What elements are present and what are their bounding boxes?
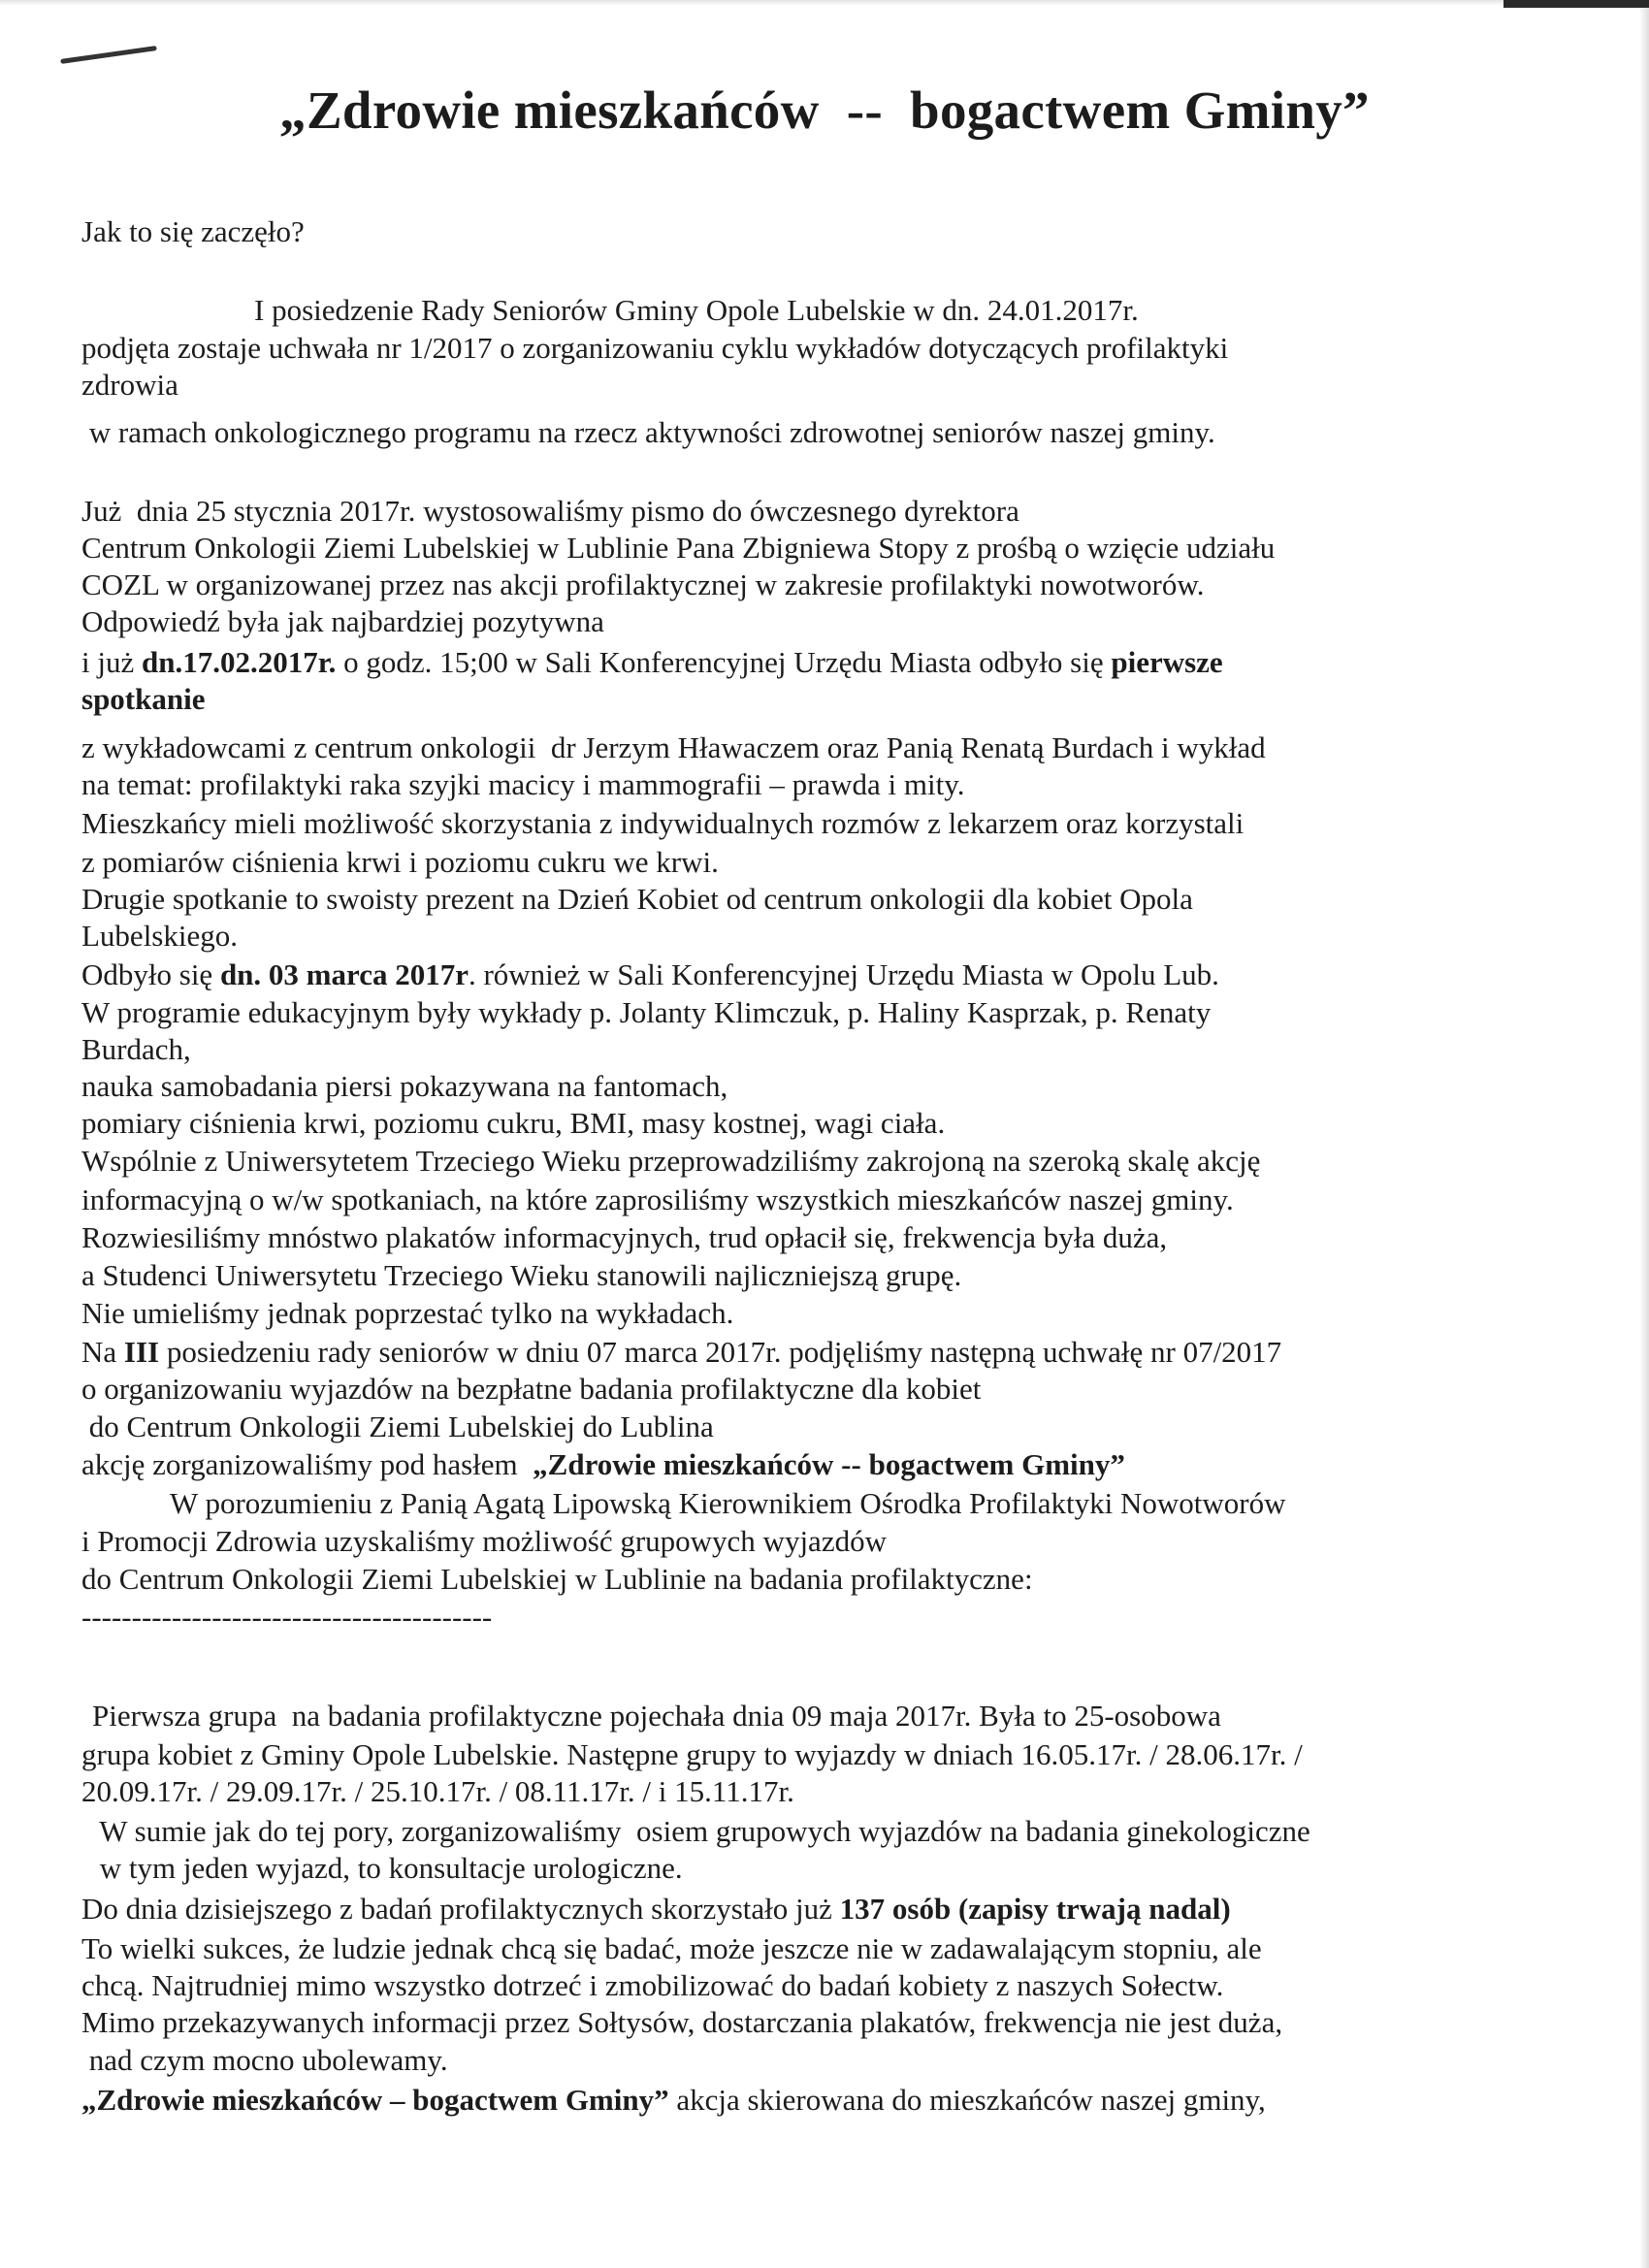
text-line xyxy=(81,844,719,881)
text-segment: Rozwiesiliśmy mnóstwo plakatów informacyjnych, trud opłacił się, frekwencja była duża, xyxy=(81,1220,1168,1254)
text-segment: pomiary ciśnienia krwi, poziomu cukru, BMI, masy kostnej, wagi ciała. xyxy=(81,1106,946,1140)
text-segment: 20.09.17r. / 29.09.17r. / 25.10.17r. / 08.11.17r. / i 15.11.17r. xyxy=(81,1774,794,1808)
text-segment: Do dnia dzisiejszego z badań profilaktycznych skorzystało już xyxy=(81,1892,840,1926)
text-segment: Na xyxy=(81,1335,124,1369)
text-line xyxy=(81,644,1223,681)
bold-text-segment: spotkanie xyxy=(81,682,206,716)
text-segment: I posiedzenie Rady Seniorów Gminy Opole Lubelskie w dn. 24.01.2017r. xyxy=(254,293,1139,327)
text-segment: z wykładowcami z centrum onkologii dr Jerzym Hławaczem oraz Panią Renatą Burdach i wykład xyxy=(81,730,1266,764)
bold-text-segment: III xyxy=(123,1335,160,1369)
text-segment: COZL w organizowanej przez nas akcji profilaktycznej w zakresie profilaktyki nowotworów. xyxy=(81,567,1205,601)
text-line xyxy=(81,1736,1303,1773)
text-segment: o organizowaniu wyjazdów na bezpłatne badania profilaktyczne dla kobiet xyxy=(81,1372,982,1406)
text-segment: na temat: profilaktyki raka szyjki macicy i mammografii – prawda i mity. xyxy=(81,767,965,801)
text-line xyxy=(81,1371,981,1408)
text-segment: o godz. 15;00 w Sali Konferencyjnej Urzędu Miasta odbyło się xyxy=(336,645,1112,679)
text-segment: a Studenci Uniwersytetu Trzeciego Wieku stanowili najliczniejszą grupę. xyxy=(81,1258,962,1292)
text-line xyxy=(81,1182,1234,1218)
text-segment: informacyjną o w/w spotkaniach, na które zaprosiliśmy wszystkich mieszkańców naszej gminy. xyxy=(81,1183,1234,1216)
text-line xyxy=(81,330,1228,367)
text-line xyxy=(81,805,1244,842)
text-line xyxy=(81,881,1193,918)
text-line xyxy=(81,2082,1266,2119)
text-line xyxy=(81,567,1205,603)
text-segment: do Centrum Onkologii Ziemi Lubelskiej w Lublinie na badania profilaktyczne: xyxy=(81,1562,1033,1596)
text-line xyxy=(92,1698,1221,1734)
text-segment: Już dnia 25 stycznia 2017r. wystosowaliśmy pismo do ówczesnego dyrektora xyxy=(81,494,1019,528)
text-line xyxy=(81,1295,733,1332)
text-line xyxy=(170,1485,1286,1522)
text-segment: Jak to się zaczęło? xyxy=(81,214,305,248)
text-line xyxy=(81,1561,1033,1598)
text-line xyxy=(81,213,305,250)
text-line xyxy=(81,1967,1223,2004)
text-segment: i już xyxy=(81,645,142,679)
text-line xyxy=(81,530,1275,567)
text-line xyxy=(81,1930,1262,1967)
text-line xyxy=(81,493,1019,530)
text-segment: Nie umieliśmy jednak poprzestać tylko na wykładach. xyxy=(81,1296,734,1330)
text-line xyxy=(81,1773,794,1810)
text-line xyxy=(81,1334,1281,1371)
text-line xyxy=(81,956,1219,993)
text-line xyxy=(81,766,965,803)
text-segment: W sumie jak do tej pory, zorganizowaliśmy osiem grupowych wyjazdów na badania ginekologiczne xyxy=(92,1814,1310,1848)
text-segment: Mieszkańcy mieli możliwość skorzystania z indywidualnych rozmów z lekarzem oraz korzystali xyxy=(81,806,1245,840)
text-line xyxy=(81,414,1215,451)
text-line xyxy=(81,994,1211,1031)
text-line xyxy=(81,1219,1167,1256)
bold-text-segment: dn. 03 marca 2017r xyxy=(219,957,469,991)
text-line xyxy=(81,367,178,404)
bold-text-segment: pierwsze xyxy=(1111,645,1223,679)
text-line xyxy=(81,603,604,640)
text-segment: Lubelskiego. xyxy=(81,919,238,953)
text-segment: Pierwsza grupa na badania profilaktyczne pojechała dnia 09 maja 2017r. Była to 25-osobowa xyxy=(92,1699,1221,1733)
text-segment: akcję zorganizowaliśmy pod hasłem xyxy=(81,1447,534,1481)
text-segment: akcja skierowana do mieszkańców naszej gminy, xyxy=(668,2083,1266,2117)
bold-text-segment: „Zdrowie mieszkańców -- bogactwem Gminy” xyxy=(533,1447,1125,1481)
text-line xyxy=(81,1599,492,1636)
text-segment: posiedzeniu rady seniorów w dniu 07 marca 2017r. podjęliśmy następną uchwałę nr 07/2017 xyxy=(159,1335,1282,1369)
text-segment: chcą. Najtrudniej mimo wszystko dotrzeć i zmobilizować do badań kobiety z naszych Sołectw. xyxy=(81,1968,1224,2002)
text-segment: To wielki sukces, że ludzie jednak chcą się badać, może jeszcze nie w zadawalającym stopniu, ale xyxy=(81,1931,1262,1965)
text-line xyxy=(81,1105,945,1142)
text-line xyxy=(81,2004,1282,2041)
text-segment: nauka samobadania piersi pokazywana na fantomach, xyxy=(81,1069,728,1103)
text-line xyxy=(81,2042,448,2079)
text-segment: grupa kobiet z Gminy Opole Lubelskie. Następne grupy to wyjazdy w dniach 16.05.17r. / 28.06.17r. / xyxy=(81,1737,1303,1771)
text-line xyxy=(92,1850,683,1887)
text-line xyxy=(81,1446,1125,1483)
text-segment: w ramach onkologicznego programu na rzecz aktywności zdrowotnej seniorów naszej gminy. xyxy=(81,415,1215,449)
text-segment: w tym jeden wyjazd, to konsultacje urologiczne. xyxy=(92,1851,683,1885)
bold-text-segment: 137 osób (zapisy trwają nadal) xyxy=(839,1892,1231,1926)
text-line xyxy=(92,1813,1310,1850)
text-segment: . również w Sali Konferencyjnej Urzędu Miasta w Opolu Lub. xyxy=(468,957,1219,991)
text-line xyxy=(81,729,1266,766)
text-line xyxy=(81,1523,887,1560)
text-segment: nad czym mocno ubolewamy. xyxy=(81,2043,448,2077)
text-line xyxy=(81,1031,191,1068)
text-line xyxy=(81,1068,728,1105)
text-segment: ----------------------------------------- xyxy=(81,1600,493,1634)
text-line xyxy=(81,1409,714,1445)
text-segment: i Promocji Zdrowia uzyskaliśmy możliwość grupowych wyjazdów xyxy=(81,1524,887,1558)
text-segment: Burdach, xyxy=(81,1032,191,1066)
document-title: „Zdrowie mieszkańców -- bogactwem Gminy” xyxy=(279,81,1370,140)
text-segment: z pomiarów ciśnienia krwi i poziomu cukru we krwi. xyxy=(81,845,719,879)
text-segment: Odpowiedź była jak najbardziej pozytywna xyxy=(81,604,604,638)
text-line xyxy=(81,1143,1260,1180)
text-segment: podjęta zostaje uchwała nr 1/2017 o zorganizowaniu cyklu wykładów dotyczących profilaktyki xyxy=(81,331,1229,365)
text-line xyxy=(254,292,1139,329)
text-segment: Wspólnie z Uniwersytetem Trzeciego Wieku przeprowadziliśmy zakrojoną na szeroką skalę akcję xyxy=(81,1144,1261,1178)
text-line xyxy=(81,1257,961,1294)
text-segment: W porozumieniu z Panią Agatą Lipowską Kierownikiem Ośrodka Profilaktyki Nowotworów xyxy=(170,1486,1286,1520)
text-segment: Centrum Onkologii Ziemi Lubelskiej w Lublinie Pana Zbigniewa Stopy z prośbą o wzięcie udziału xyxy=(81,531,1276,565)
text-segment: zdrowia xyxy=(81,368,178,402)
text-line xyxy=(81,918,238,955)
text-segment: W programie edukacyjnym były wykłady p. Jolanty Klimczuk, p. Haliny Kasprzak, p. Renaty xyxy=(81,995,1212,1029)
text-line xyxy=(81,1891,1231,1928)
text-segment: Odbyło się xyxy=(81,957,220,991)
text-segment: Drugie spotkanie to swoisty prezent na Dzień Kobiet od centrum onkologii dla kobiet Opola xyxy=(81,882,1193,916)
text-line xyxy=(81,681,205,718)
bold-text-segment: dn.17.02.2017r. xyxy=(142,645,337,679)
text-segment: do Centrum Onkologii Ziemi Lubelskiej do Lublina xyxy=(81,1409,714,1443)
bold-text-segment: „Zdrowie mieszkańców – bogactwem Gminy” xyxy=(81,2083,669,2117)
text-segment: Mimo przekazywanych informacji przez Sołtysów, dostarczania plakatów, frekwencja nie jest duża, xyxy=(81,2005,1283,2039)
